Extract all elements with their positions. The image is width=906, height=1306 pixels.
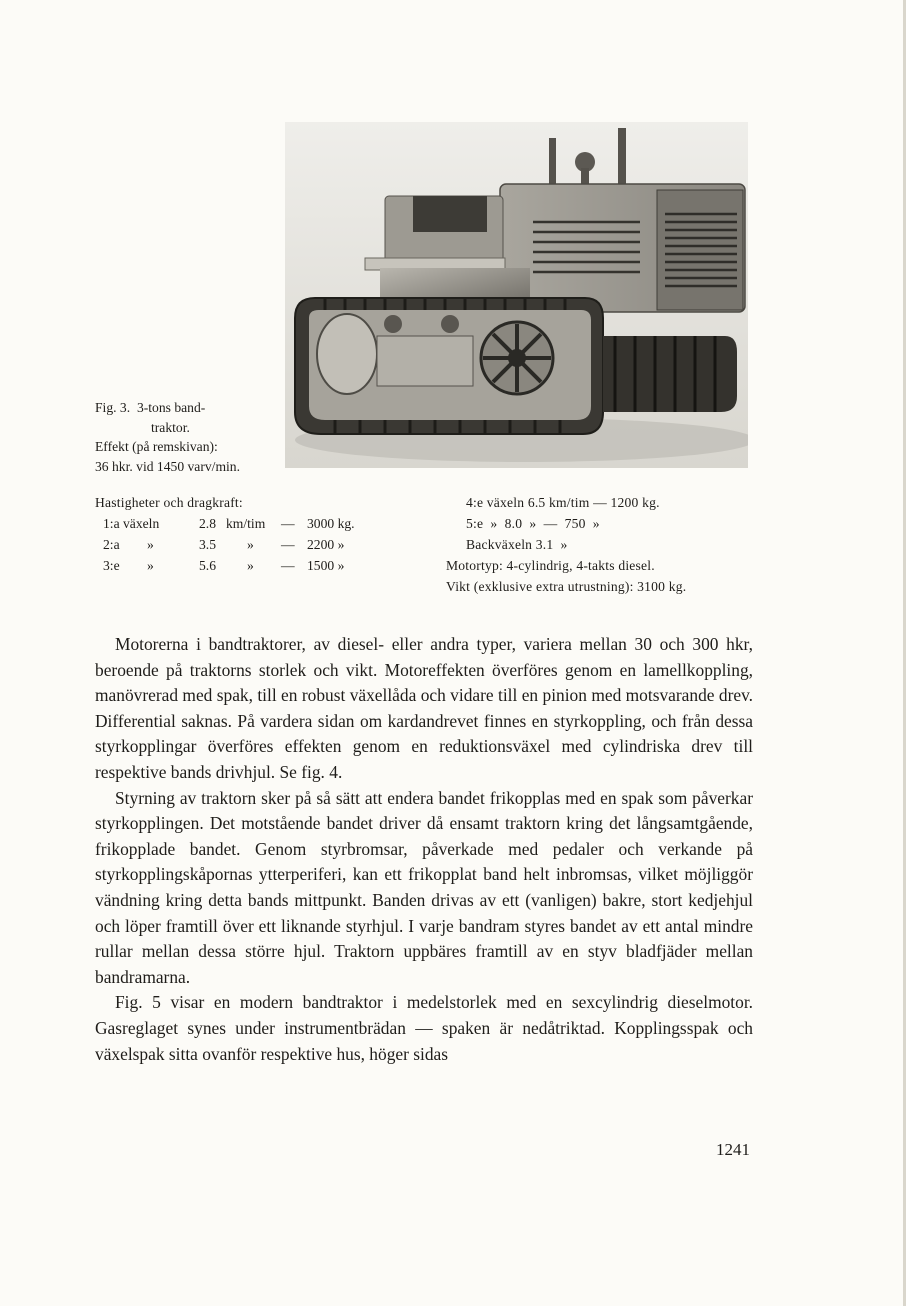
speed-cell: 5.6 bbox=[199, 558, 216, 573]
caption-line-3: Effekt (på remskivan): bbox=[95, 439, 218, 454]
specs-line-reverse: Backväxeln 3.1 » bbox=[466, 537, 568, 552]
specs-line-gear4: 4:e växeln 6.5 km/tim — 1200 kg. bbox=[466, 495, 660, 510]
tractor-photo bbox=[285, 122, 748, 468]
specs-line-engine-type: Motortyp: 4-cylindrig, 4-takts diesel. bbox=[446, 558, 655, 573]
speed-specs-table bbox=[95, 492, 395, 576]
engine-specs bbox=[446, 492, 776, 597]
unit-cell: » bbox=[247, 537, 254, 552]
dash-cell: — bbox=[281, 516, 295, 531]
caption-line-1 bbox=[95, 398, 280, 418]
gear-ditto: » bbox=[147, 558, 154, 573]
specs-heading: Hastigheter och dragkraft: bbox=[95, 495, 243, 510]
paragraph: Fig. 5 visar en modern bandtraktor i medelstorlek med en sexcylindrig dieselmotor. Gasreglaget synes under instrumentbrädan — spaken är nedåtriktad. Kopplingsspak och växelspak sitta ovanför respektive hus, höger sidas bbox=[95, 992, 753, 1064]
paragraph: Styrning av traktorn sker på så sätt att endera bandet frikopplas med en spak som påverkar styrkopplingen. Det motstående bandet driver då ensamt traktorn kring det långsamtgående, frikopplade bandet. Genom styrbromsar, påverkade med pedaler och verkande på styrkopplingskåpornas ytterperiferi, kan ett frikopplat band helt inbromsas, vilket möjliggör vändning kring detta bands mittpunkt. Banden drivas av ett (vanligen) bakre, stort kedjehjul och löper framtill över ett liknande styrhjul. I varje bandram styres bandet av ett antal mindre rullar mellan dessa större hjul. Traktorn uppbäres framtill av en styv bladfjäder mellan bandramarna. bbox=[95, 787, 753, 987]
dash-cell: — bbox=[281, 558, 295, 573]
specs-line-weight: Vikt (exklusive extra utrustning): 3100 kg. bbox=[446, 579, 687, 594]
caption-line-2: traktor. bbox=[151, 419, 190, 435]
crawler-tractor-illustration bbox=[285, 122, 748, 468]
gear-cell: 1:a växeln bbox=[103, 516, 160, 531]
body-text bbox=[95, 632, 753, 1067]
figure-caption bbox=[95, 398, 280, 476]
specs-row bbox=[95, 513, 395, 534]
caption-text-1: 3-tons band- bbox=[136, 400, 206, 415]
force-cell: 1500 » bbox=[307, 558, 345, 573]
unit-cell: km/tim bbox=[226, 516, 266, 531]
paragraph: Motorerna i bandtraktorer, av diesel- eller andra typer, variera mellan 30 och 300 hkr, beroende på traktorns storlek och vikt. Motoreffekten överföres genom en lamellkoppling, manövrerad med spak, till en robust växellåda och vidare till en pinion med motsvarande drev. Differential saknas. På vardera sidan om kardandrevet finnes en styrkoppling, och från dessa styrkopplingar överföres effekten genom en reduktionsväxel med cylindriska drev till respektive bands drivhjul. Se fig. 4. bbox=[95, 634, 753, 782]
unit-cell: » bbox=[247, 558, 254, 573]
gear-cell: 2:a bbox=[103, 537, 120, 552]
speed-cell: 3.5 bbox=[199, 537, 216, 552]
figure-label: Fig. 3. bbox=[95, 400, 131, 415]
specs-row bbox=[95, 555, 395, 576]
specs-row bbox=[95, 534, 395, 555]
page-number: 1241 bbox=[716, 1140, 750, 1159]
gear-ditto: » bbox=[147, 537, 154, 552]
specs-line-gear5: 5:e » 8.0 » — 750 » bbox=[466, 516, 600, 531]
speed-cell: 2.8 bbox=[199, 516, 216, 531]
force-cell: 2200 » bbox=[307, 537, 345, 552]
dash-cell: — bbox=[281, 537, 295, 552]
force-cell: 3000 kg. bbox=[307, 516, 355, 531]
gear-cell: 3:e bbox=[103, 558, 120, 573]
caption-line-4: 36 hkr. vid 1450 varv/min. bbox=[95, 458, 240, 474]
